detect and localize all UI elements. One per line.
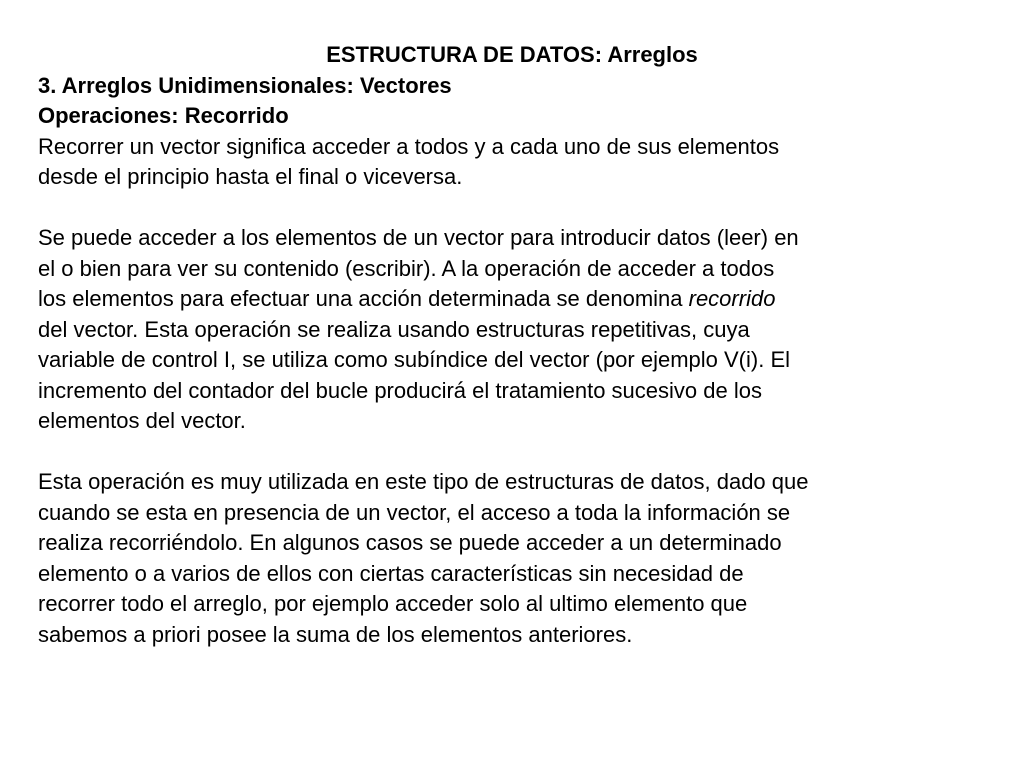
text-span: los elementos para efectuar una acción determinada se denomina: [38, 286, 689, 311]
slide-title: ESTRUCTURA DE DATOS: Arreglos: [326, 42, 698, 67]
text-line: Esta operación es muy utilizada en este tipo de estructuras de datos, dado que: [38, 469, 809, 494]
text-line: realiza recorriéndolo. En algunos casos se puede acceder a un determinado: [38, 530, 782, 555]
text-line: Recorrer un vector significa acceder a todos y a cada uno de sus elementos: [38, 133, 780, 159]
text-line: elementos del vector.: [38, 408, 246, 433]
text-line: del vector. Esta operación se realiza usando estructuras repetitivas, cuya: [38, 316, 750, 342]
text-line: sabemos a priori posee la suma de los elementos anteriores.: [38, 621, 633, 647]
text-line: elemento o a varios de ellos con ciertas características sin necesidad de: [38, 560, 744, 586]
operation-heading: Operaciones: Recorrido: [38, 103, 289, 128]
text-line: [38, 284, 998, 315]
intro-paragraph: [38, 132, 998, 193]
text-line: desde el principio hasta el final o viceversa.: [38, 164, 463, 189]
usage-paragraph: [38, 467, 998, 650]
recorrido-term: recorrido: [688, 286, 776, 311]
text-line: incremento del contador del bucle producirá el tratamiento sucesivo de los: [38, 377, 762, 403]
text-line: cuando se esta en presencia de un vector, el acceso a toda la información se: [38, 499, 791, 525]
access-paragraph: [38, 223, 998, 437]
section-heading: 3. Arreglos Unidimensionales: Vectores: [38, 72, 452, 98]
text-line: recorrer todo el arreglo, por ejemplo acceder solo al ultimo elemento que: [38, 591, 748, 616]
text-line: variable de control I, se utiliza como subíndice del vector (por ejemplo V(i). El: [38, 347, 791, 372]
text-line: Se puede acceder a los elementos de un vector para introducir datos (leer) en: [38, 225, 799, 250]
text-line: el o bien para ver su contenido (escribir). A la operación de acceder a todos: [38, 255, 775, 281]
